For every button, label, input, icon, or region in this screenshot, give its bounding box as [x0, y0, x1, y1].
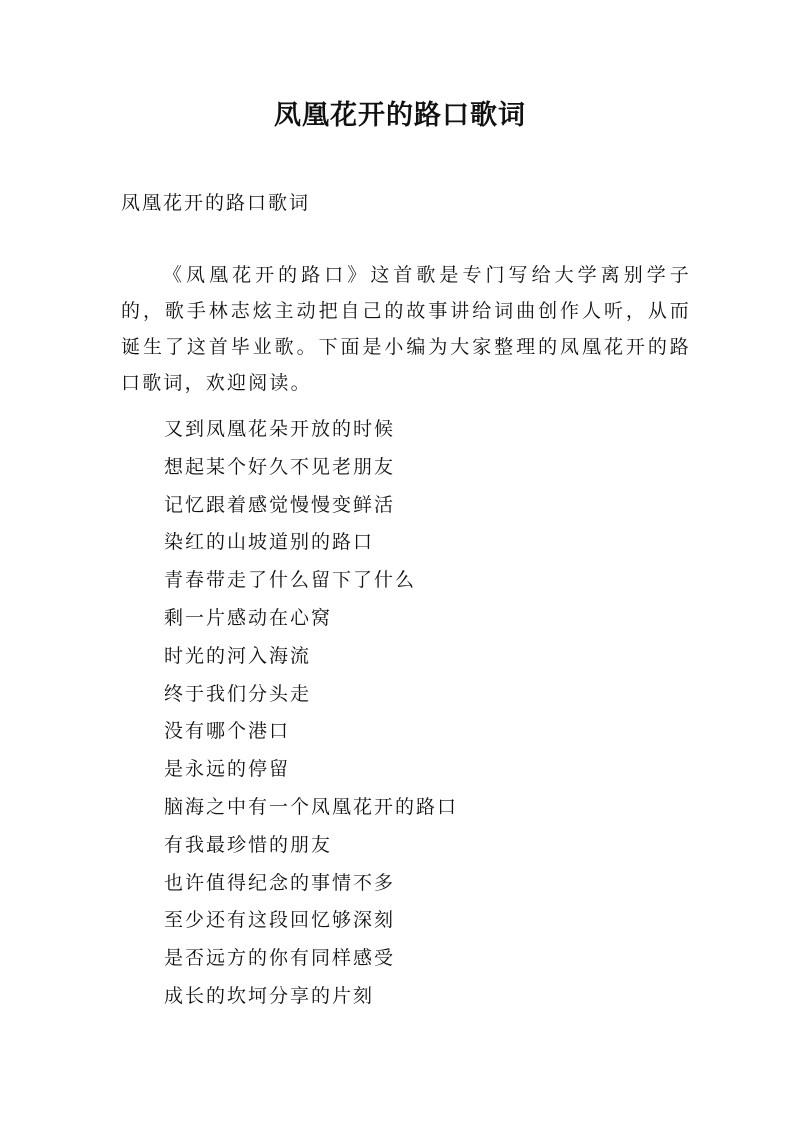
- lyric-line: 是永远的停留: [164, 758, 291, 781]
- lyric-line: 脑海之中有一个凤凰花开的路口: [164, 795, 459, 818]
- lyric-line: 至少还有这段回忆够深刻: [164, 909, 396, 932]
- lyric-line: 有我最珍惜的朋友: [164, 833, 333, 856]
- lyric-line: 青春带走了什么留下了什么: [164, 569, 417, 592]
- lyric-line: 剩一片感动在心窝: [164, 606, 333, 629]
- lyric-line: 又到凤凰花朵开放的时候: [164, 418, 396, 440]
- lyric-line: 没有哪个港口: [164, 720, 291, 743]
- document-subtitle: 凤凰花开的路口歌词: [121, 192, 311, 214]
- lyrics-list: [164, 411, 458, 1016]
- intro-paragraph: 《凤凰花开的路口》这首歌是专门写给大学离别学子的，歌手林志炫主动把自己的故事讲给词曲创作人听，从而诞生了这首毕业歌。下面是小编为大家整理的凤凰花开的路口歌词，欢迎阅读。: [121, 264, 691, 394]
- lyric-line: 想起某个好久不见老朋友: [164, 455, 396, 478]
- lyric-line: 记忆跟着感觉慢慢变鲜活: [164, 493, 396, 516]
- lyric-line: 是否远方的你有同样感受: [164, 947, 396, 970]
- lyric-line: 也许值得纪念的事情不多: [164, 871, 396, 894]
- lyric-line: 终于我们分头走: [164, 682, 312, 705]
- lyric-line: 成长的坎坷分享的片刻: [164, 984, 375, 1007]
- lyric-line: 染红的山坡道别的路口: [164, 531, 375, 554]
- document-title: 凤凰花开的路口歌词: [274, 100, 526, 131]
- lyric-line: 时光的河入海流: [164, 644, 312, 667]
